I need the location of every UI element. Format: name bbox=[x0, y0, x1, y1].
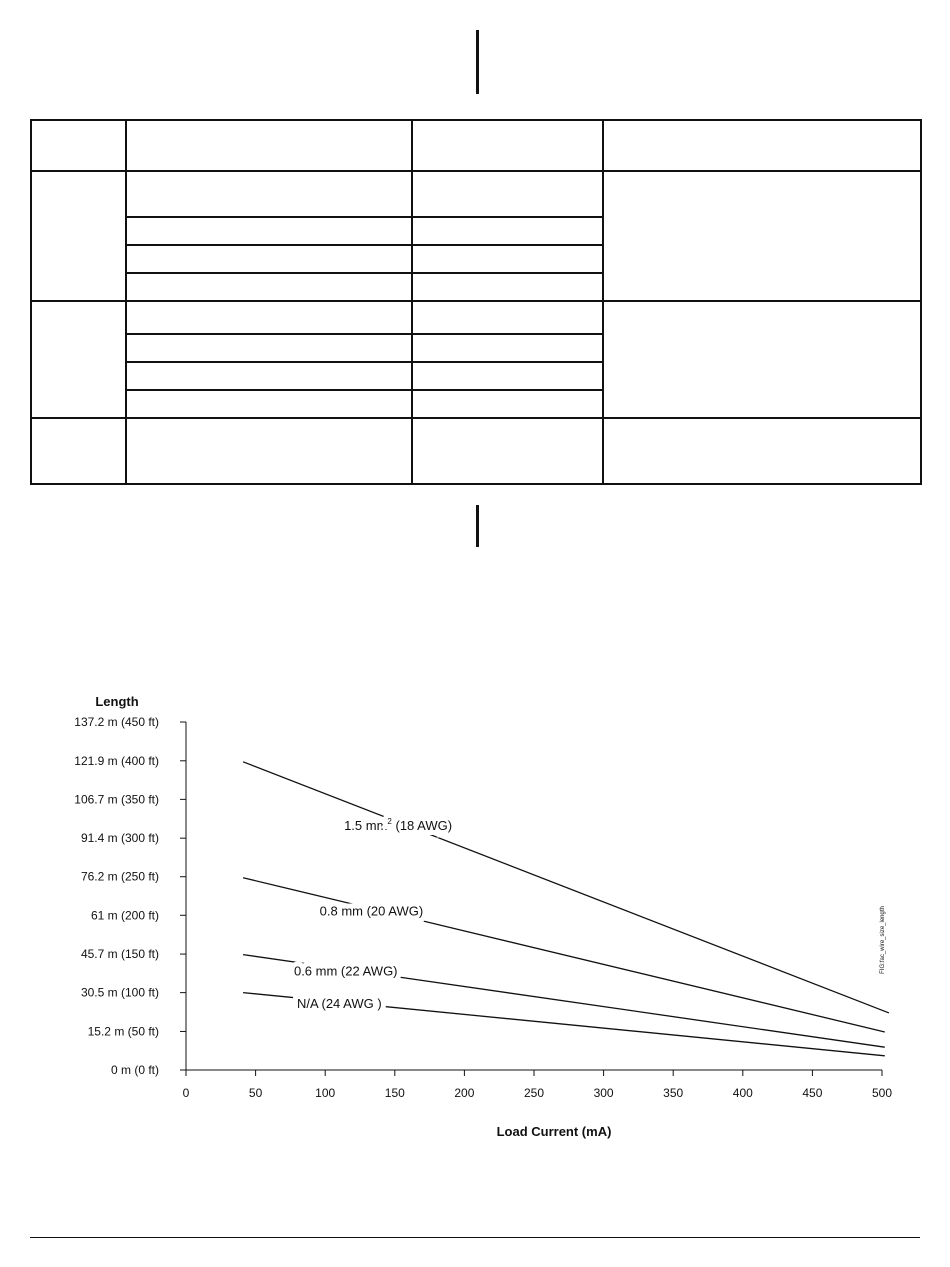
y-tick-label: 91.4 m (300 ft) bbox=[80, 831, 159, 846]
spec-table bbox=[30, 119, 922, 485]
table-cell bbox=[126, 334, 412, 362]
table-cell bbox=[412, 334, 603, 362]
x-tick-label: 150 bbox=[384, 1086, 405, 1100]
table-cell bbox=[412, 362, 603, 390]
table-cell bbox=[126, 171, 412, 217]
wire-length-chart bbox=[0, 680, 950, 1150]
y-tick-label: 121.9 m (400 ft) bbox=[74, 753, 159, 768]
y-ticks bbox=[74, 715, 186, 1077]
table-cell bbox=[603, 301, 921, 418]
table-cell bbox=[412, 171, 603, 217]
x-tick-label: 300 bbox=[593, 1086, 614, 1100]
x-tick-label: 200 bbox=[454, 1086, 475, 1100]
table-cell bbox=[126, 418, 412, 484]
table-row bbox=[31, 301, 921, 334]
table-cell bbox=[412, 418, 603, 484]
y-tick-label: 0 m (0 ft) bbox=[110, 1063, 159, 1077]
footer-rule bbox=[30, 1237, 920, 1238]
y-tick-label: 30.5 m (100 ft) bbox=[80, 985, 159, 1000]
table-row bbox=[31, 418, 921, 484]
x-tick-label: 50 bbox=[248, 1086, 263, 1100]
table-cell bbox=[412, 217, 603, 245]
x-tick-label: 400 bbox=[732, 1086, 753, 1100]
table-cell bbox=[31, 171, 126, 301]
table-cell bbox=[126, 390, 412, 418]
y-tick-label: 137.2 m (450 ft) bbox=[74, 715, 159, 729]
x-tick-label: 250 bbox=[523, 1086, 545, 1100]
series-label: 0.6 mm (22 AWG) bbox=[293, 963, 398, 979]
table-cell bbox=[603, 418, 921, 484]
table-header-row bbox=[31, 120, 921, 171]
table-row bbox=[31, 171, 921, 217]
table-cell bbox=[126, 217, 412, 245]
table-cell bbox=[412, 273, 603, 301]
y-tick-label: 106.7 m (350 ft) bbox=[74, 792, 159, 807]
x-tick-label: 450 bbox=[802, 1086, 823, 1100]
table-cell bbox=[126, 362, 412, 390]
x-tick-label: 350 bbox=[663, 1086, 684, 1100]
table-cell bbox=[31, 301, 126, 418]
table-cell bbox=[603, 120, 921, 171]
table-cell bbox=[412, 120, 603, 171]
table-cell bbox=[412, 301, 603, 334]
table-cell bbox=[126, 301, 412, 334]
series-label: 1.5 $mm^2$ (18 AWG) bbox=[344, 817, 453, 834]
y-tick-label: 76.2 m (250 ft) bbox=[80, 869, 159, 884]
x-axis-title: Load Current (mA) bbox=[496, 1124, 612, 1139]
x-tick-label: 0 bbox=[182, 1086, 190, 1100]
x-tick-label: 100 bbox=[315, 1086, 336, 1100]
table-cell bbox=[412, 390, 603, 418]
y-tick-label: 61 m (200 ft) bbox=[90, 908, 159, 923]
change-bar-bottom bbox=[476, 505, 479, 547]
series-label: N/A (24 AWG ) bbox=[296, 996, 382, 1012]
y-tick-label: 45.7 m (150 ft) bbox=[80, 947, 159, 962]
y-axis-title: Length bbox=[95, 694, 139, 709]
y-tick-label: 15.2 m (50 ft) bbox=[87, 1024, 159, 1039]
series-label: 0.8 mm (20 AWG) bbox=[319, 903, 424, 919]
table-cell bbox=[126, 245, 412, 273]
figure-id-note: FIG:fac_wire_size_length bbox=[880, 906, 886, 974]
table-cell bbox=[412, 245, 603, 273]
table-cell bbox=[31, 120, 126, 171]
table-cell bbox=[126, 120, 412, 171]
table-cell bbox=[126, 273, 412, 301]
x-ticks bbox=[183, 1070, 893, 1100]
x-tick-label: 500 bbox=[871, 1086, 893, 1100]
change-bar-top bbox=[476, 30, 479, 94]
series-lines bbox=[243, 762, 889, 1056]
table-cell bbox=[31, 418, 126, 484]
table-cell bbox=[603, 171, 921, 301]
